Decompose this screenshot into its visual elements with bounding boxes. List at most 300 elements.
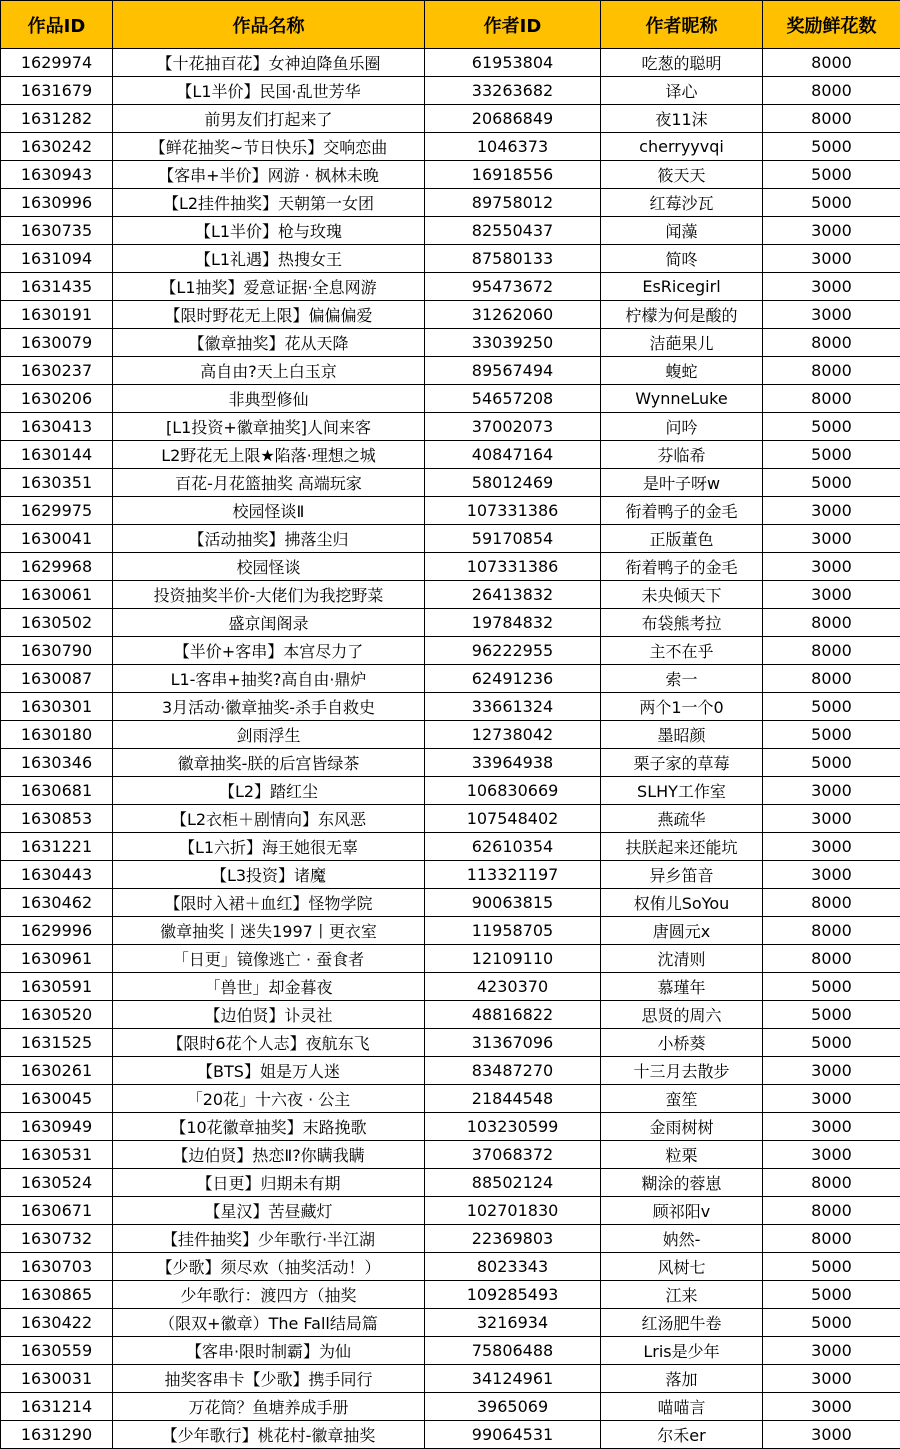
cell-author-id: 62610354 xyxy=(425,833,601,861)
cell-author-nickname: 粒栗 xyxy=(601,1141,763,1169)
table-row xyxy=(1,245,900,273)
cell-work-title: 【L2】踏红尘 xyxy=(113,777,425,805)
cell-work-title: 【星汉】苦昼藏灯 xyxy=(113,1197,425,1225)
cell-work-title: 3月活动·徽章抽奖-杀手自救史 xyxy=(113,693,425,721)
cell-author-id: 82550437 xyxy=(425,217,601,245)
table-row xyxy=(1,525,900,553)
cell-work-id: 1630061 xyxy=(1,581,113,609)
cell-author-nickname: 慕瑾年 xyxy=(601,973,763,1001)
cell-work-id: 1630520 xyxy=(1,1001,113,1029)
cell-author-nickname: 异乡笛音 xyxy=(601,861,763,889)
cell-flower-reward: 8000 xyxy=(763,357,900,385)
cell-work-id: 1631214 xyxy=(1,1393,113,1421)
cell-flower-reward: 3000 xyxy=(763,581,900,609)
cell-flower-reward: 5000 xyxy=(763,749,900,777)
cell-work-title: [L1投资+徽章抽奖]人间来客 xyxy=(113,413,425,441)
cell-work-title: 抽奖客串卡【少歌】携手同行 xyxy=(113,1365,425,1393)
cell-flower-reward: 5000 xyxy=(763,1029,900,1057)
cell-author-id: 109285493 xyxy=(425,1281,601,1309)
cell-work-title: 高自由?天上白玉京 xyxy=(113,357,425,385)
cell-work-title: 【BTS】姐是万人迷 xyxy=(113,1057,425,1085)
cell-work-id: 1630735 xyxy=(1,217,113,245)
cell-flower-reward: 3000 xyxy=(763,273,900,301)
cell-work-title: 百花-月花篮抽奖 高端玩家 xyxy=(113,469,425,497)
cell-work-id: 1631679 xyxy=(1,77,113,105)
cell-author-id: 31367096 xyxy=(425,1029,601,1057)
cell-work-title: 【10花徽章抽奖】末路挽歌 xyxy=(113,1113,425,1141)
cell-work-id: 1630681 xyxy=(1,777,113,805)
cell-work-id: 1630732 xyxy=(1,1225,113,1253)
cell-author-nickname: 思贤的周六 xyxy=(601,1001,763,1029)
cell-work-id: 1630591 xyxy=(1,973,113,1001)
cell-author-id: 87580133 xyxy=(425,245,601,273)
cell-author-nickname: 主不在乎 xyxy=(601,637,763,665)
cell-work-id: 1631525 xyxy=(1,1029,113,1057)
cell-work-title: （限双+徽章）The Fall结局篇 xyxy=(113,1309,425,1337)
cell-work-id: 1630237 xyxy=(1,357,113,385)
table-row xyxy=(1,1197,900,1225)
cell-flower-reward: 5000 xyxy=(763,1001,900,1029)
cell-work-title: 【L2衣柜＋剧情向】东风恶 xyxy=(113,805,425,833)
cell-flower-reward: 8000 xyxy=(763,385,900,413)
table-row xyxy=(1,1421,900,1449)
cell-author-nickname: SLHY工作室 xyxy=(601,777,763,805)
cell-work-id: 1629968 xyxy=(1,553,113,581)
cell-author-nickname: 燕疏华 xyxy=(601,805,763,833)
cell-author-nickname: EsRicegirl xyxy=(601,273,763,301)
cell-author-nickname: 顾祁阳v xyxy=(601,1197,763,1225)
cell-work-id: 1630790 xyxy=(1,637,113,665)
table-row xyxy=(1,917,900,945)
cell-flower-reward: 8000 xyxy=(763,637,900,665)
cell-flower-reward: 8000 xyxy=(763,329,900,357)
cell-author-nickname: 蝮蛇 xyxy=(601,357,763,385)
table-row xyxy=(1,609,900,637)
cell-author-id: 59170854 xyxy=(425,525,601,553)
table-row xyxy=(1,1253,900,1281)
cell-flower-reward: 3000 xyxy=(763,1141,900,1169)
table-row xyxy=(1,833,900,861)
cell-author-nickname: 夜11沫 xyxy=(601,105,763,133)
cell-work-title: 「日更」镜像逃亡 · 蚕食者 xyxy=(113,945,425,973)
cell-work-title: 万花筒？鱼塘养成手册 xyxy=(113,1393,425,1421)
cell-author-id: 16918556 xyxy=(425,161,601,189)
header-author-nickname: 作者昵称 xyxy=(601,1,763,49)
cell-work-id: 1630346 xyxy=(1,749,113,777)
cell-work-title: 少年歌行：渡四方（抽奖 xyxy=(113,1281,425,1309)
cell-work-id: 1630996 xyxy=(1,189,113,217)
cell-work-title: 【L1半价】民国·乱世芳华 xyxy=(113,77,425,105)
cell-work-id: 1631435 xyxy=(1,273,113,301)
cell-work-title: 【边伯贤】讣灵社 xyxy=(113,1001,425,1029)
cell-author-id: 107548402 xyxy=(425,805,601,833)
cell-work-id: 1630041 xyxy=(1,525,113,553)
cell-flower-reward: 3000 xyxy=(763,1393,900,1421)
cell-flower-reward: 3000 xyxy=(763,861,900,889)
cell-flower-reward: 5000 xyxy=(763,721,900,749)
table-row xyxy=(1,1085,900,1113)
cell-work-id: 1630144 xyxy=(1,441,113,469)
cell-work-id: 1629975 xyxy=(1,497,113,525)
cell-author-nickname: 墨昭颜 xyxy=(601,721,763,749)
table-row xyxy=(1,721,900,749)
cell-author-id: 90063815 xyxy=(425,889,601,917)
cell-work-title: 【L1半价】枪与玫瑰 xyxy=(113,217,425,245)
cell-flower-reward: 5000 xyxy=(763,469,900,497)
cell-work-title: 【挂件抽奖】少年歌行·半江湖 xyxy=(113,1225,425,1253)
cell-author-nickname: 妠然- xyxy=(601,1225,763,1253)
cell-work-id: 1630865 xyxy=(1,1281,113,1309)
cell-author-id: 89758012 xyxy=(425,189,601,217)
cell-work-title: 校园怪谈 xyxy=(113,553,425,581)
cell-work-id: 1630559 xyxy=(1,1337,113,1365)
cell-author-id: 83487270 xyxy=(425,1057,601,1085)
table-row xyxy=(1,889,900,917)
cell-author-nickname: Lris是少年 xyxy=(601,1337,763,1365)
table-row xyxy=(1,161,900,189)
cell-work-id: 1630531 xyxy=(1,1141,113,1169)
cell-work-title: 【半价+客串】本宫尽力了 xyxy=(113,637,425,665)
cell-flower-reward: 8000 xyxy=(763,105,900,133)
cell-work-id: 1630079 xyxy=(1,329,113,357)
table-row xyxy=(1,693,900,721)
cell-author-id: 96222955 xyxy=(425,637,601,665)
cell-work-title: 「兽世」却金暮夜 xyxy=(113,973,425,1001)
table-row xyxy=(1,105,900,133)
cell-author-id: 106830669 xyxy=(425,777,601,805)
cell-author-nickname: 喵喵言 xyxy=(601,1393,763,1421)
cell-author-id: 62491236 xyxy=(425,665,601,693)
cell-author-id: 37002073 xyxy=(425,413,601,441)
cell-author-id: 89567494 xyxy=(425,357,601,385)
table-row xyxy=(1,301,900,329)
cell-author-nickname: cherryyvqi xyxy=(601,133,763,161)
cell-author-id: 11958705 xyxy=(425,917,601,945)
cell-work-id: 1630206 xyxy=(1,385,113,413)
cell-author-nickname: 柠檬为何是酸的 xyxy=(601,301,763,329)
cell-work-id: 1630949 xyxy=(1,1113,113,1141)
cell-author-nickname: 索一 xyxy=(601,665,763,693)
cell-author-id: 33039250 xyxy=(425,329,601,357)
cell-work-id: 1630087 xyxy=(1,665,113,693)
table-row xyxy=(1,1113,900,1141)
cell-flower-reward: 3000 xyxy=(763,805,900,833)
cell-flower-reward: 3000 xyxy=(763,1337,900,1365)
cell-author-id: 1046373 xyxy=(425,133,601,161)
cell-flower-reward: 3000 xyxy=(763,525,900,553)
cell-work-id: 1630853 xyxy=(1,805,113,833)
cell-author-id: 22369803 xyxy=(425,1225,601,1253)
cell-author-id: 33661324 xyxy=(425,693,601,721)
cell-work-id: 1631282 xyxy=(1,105,113,133)
cell-flower-reward: 5000 xyxy=(763,413,900,441)
cell-work-title: 徽章抽奖丨迷失1997丨更衣室 xyxy=(113,917,425,945)
cell-author-nickname: 风树七 xyxy=(601,1253,763,1281)
cell-work-id: 1629974 xyxy=(1,49,113,77)
cell-author-id: 75806488 xyxy=(425,1337,601,1365)
cell-work-title: 「20花」十六夜 · 公主 xyxy=(113,1085,425,1113)
cell-author-nickname: 衔着鸭子的金毛 xyxy=(601,497,763,525)
cell-work-id: 1630351 xyxy=(1,469,113,497)
cell-author-id: 33964938 xyxy=(425,749,601,777)
cell-flower-reward: 8000 xyxy=(763,945,900,973)
cell-author-nickname: 尔禾er xyxy=(601,1421,763,1449)
cell-work-id: 1631290 xyxy=(1,1421,113,1449)
header-row xyxy=(1,1,900,49)
cell-work-id: 1630943 xyxy=(1,161,113,189)
table-row xyxy=(1,77,900,105)
cell-work-id: 1629996 xyxy=(1,917,113,945)
cell-flower-reward: 3000 xyxy=(763,553,900,581)
table-row xyxy=(1,777,900,805)
cell-author-nickname: WynneLuke xyxy=(601,385,763,413)
cell-work-title: L1-客串+抽奖?高自由·鼎炉 xyxy=(113,665,425,693)
cell-author-nickname: 洁葩果儿 xyxy=(601,329,763,357)
cell-author-nickname: 吃葱的聪明 xyxy=(601,49,763,77)
table-row xyxy=(1,1309,900,1337)
cell-work-title: L2野花无上限★陷落·理想之城 xyxy=(113,441,425,469)
cell-author-nickname: 十三月去散步 xyxy=(601,1057,763,1085)
cell-author-id: 54657208 xyxy=(425,385,601,413)
cell-author-id: 61953804 xyxy=(425,49,601,77)
cell-author-id: 20686849 xyxy=(425,105,601,133)
cell-author-id: 88502124 xyxy=(425,1169,601,1197)
cell-author-id: 12109110 xyxy=(425,945,601,973)
cell-work-title: 剑雨浮生 xyxy=(113,721,425,749)
cell-work-title: 【日更】归期未有期 xyxy=(113,1169,425,1197)
cell-author-id: 107331386 xyxy=(425,497,601,525)
cell-author-id: 107331386 xyxy=(425,553,601,581)
cell-flower-reward: 3000 xyxy=(763,245,900,273)
table-row xyxy=(1,497,900,525)
cell-work-id: 1630031 xyxy=(1,1365,113,1393)
cell-author-nickname: 是叶子呀w xyxy=(601,469,763,497)
cell-author-nickname: 扶朕起来还能坑 xyxy=(601,833,763,861)
cell-work-id: 1630671 xyxy=(1,1197,113,1225)
table-row xyxy=(1,217,900,245)
cell-author-id: 3965069 xyxy=(425,1393,601,1421)
cell-work-title: 【客串·限时制霸】为仙 xyxy=(113,1337,425,1365)
cell-work-title: 【限时野花无上限】偏偏偏爱 xyxy=(113,301,425,329)
table-row xyxy=(1,1057,900,1085)
cell-flower-reward: 3000 xyxy=(763,833,900,861)
cell-work-title: 【L3投资】诸魔 xyxy=(113,861,425,889)
cell-flower-reward: 5000 xyxy=(763,1309,900,1337)
cell-work-id: 1630422 xyxy=(1,1309,113,1337)
cell-flower-reward: 3000 xyxy=(763,1113,900,1141)
cell-flower-reward: 3000 xyxy=(763,1421,900,1449)
cell-author-id: 3216934 xyxy=(425,1309,601,1337)
table-row xyxy=(1,637,900,665)
cell-flower-reward: 8000 xyxy=(763,1225,900,1253)
cell-flower-reward: 8000 xyxy=(763,1197,900,1225)
cell-work-id: 1630462 xyxy=(1,889,113,917)
table-body xyxy=(1,49,900,1449)
cell-work-id: 1630301 xyxy=(1,693,113,721)
cell-author-nickname: 江来 xyxy=(601,1281,763,1309)
cell-author-nickname: 未央倾天下 xyxy=(601,581,763,609)
table-row xyxy=(1,1001,900,1029)
cell-work-title: 【徽章抽奖】花从天降 xyxy=(113,329,425,357)
table-row xyxy=(1,1141,900,1169)
cell-flower-reward: 8000 xyxy=(763,49,900,77)
cell-author-nickname: 红莓沙瓦 xyxy=(601,189,763,217)
cell-author-nickname: 两个1一个0 xyxy=(601,693,763,721)
cell-flower-reward: 3000 xyxy=(763,1365,900,1393)
cell-author-id: 12738042 xyxy=(425,721,601,749)
cell-author-nickname: 唐圆元x xyxy=(601,917,763,945)
cell-flower-reward: 5000 xyxy=(763,1281,900,1309)
cell-author-id: 102701830 xyxy=(425,1197,601,1225)
cell-work-title: 徽章抽奖-朕的后宫皆绿茶 xyxy=(113,749,425,777)
table-row xyxy=(1,1169,900,1197)
cell-flower-reward: 5000 xyxy=(763,441,900,469)
cell-flower-reward: 5000 xyxy=(763,973,900,1001)
cell-flower-reward: 5000 xyxy=(763,1253,900,1281)
cell-author-nickname: 栗子家的草莓 xyxy=(601,749,763,777)
header-work-id: 作品ID xyxy=(1,1,113,49)
cell-author-id: 48816822 xyxy=(425,1001,601,1029)
cell-author-id: 34124961 xyxy=(425,1365,601,1393)
table-row xyxy=(1,1225,900,1253)
cell-author-nickname: 衔着鸭子的金毛 xyxy=(601,553,763,581)
cell-work-id: 1630413 xyxy=(1,413,113,441)
cell-flower-reward: 8000 xyxy=(763,665,900,693)
cell-work-title: 盛京闺阁录 xyxy=(113,609,425,637)
cell-author-id: 99064531 xyxy=(425,1421,601,1449)
cell-work-title: 【少歌】须尽欢（抽奖活动！） xyxy=(113,1253,425,1281)
cell-work-id: 1630242 xyxy=(1,133,113,161)
cell-author-nickname: 布袋熊考拉 xyxy=(601,609,763,637)
cell-author-nickname: 红汤肥牛卷 xyxy=(601,1309,763,1337)
table-row xyxy=(1,441,900,469)
cell-author-nickname: 蛮笙 xyxy=(601,1085,763,1113)
table-row xyxy=(1,385,900,413)
table-header xyxy=(1,1,900,49)
cell-work-title: 校园怪谈Ⅱ xyxy=(113,497,425,525)
cell-work-title: 【客串+半价】网游 · 枫林未晚 xyxy=(113,161,425,189)
cell-work-title: 【鲜花抽奖~节日快乐】交响恋曲 xyxy=(113,133,425,161)
cell-flower-reward: 3000 xyxy=(763,301,900,329)
table-row xyxy=(1,189,900,217)
cell-work-id: 1630703 xyxy=(1,1253,113,1281)
table-row xyxy=(1,665,900,693)
cell-flower-reward: 3000 xyxy=(763,777,900,805)
cell-work-title: 【十花抽百花】女神迫降鱼乐圈 xyxy=(113,49,425,77)
cell-work-id: 1630961 xyxy=(1,945,113,973)
cell-author-nickname: 简咚 xyxy=(601,245,763,273)
table-row xyxy=(1,49,900,77)
table-row xyxy=(1,553,900,581)
table-row xyxy=(1,357,900,385)
cell-work-title: 非典型修仙 xyxy=(113,385,425,413)
table-row xyxy=(1,469,900,497)
cell-work-id: 1631221 xyxy=(1,833,113,861)
cell-work-title: 【少年歌行】桃花村-徽章抽奖 xyxy=(113,1421,425,1449)
table-row xyxy=(1,581,900,609)
cell-work-title: 【L1礼遇】热搜女王 xyxy=(113,245,425,273)
header-flower-reward: 奖励鲜花数 xyxy=(763,1,900,49)
cell-author-id: 19784832 xyxy=(425,609,601,637)
cell-flower-reward: 3000 xyxy=(763,1057,900,1085)
table-row xyxy=(1,749,900,777)
table-row xyxy=(1,133,900,161)
table-row xyxy=(1,945,900,973)
cell-author-nickname: 小桥葵 xyxy=(601,1029,763,1057)
cell-work-id: 1630180 xyxy=(1,721,113,749)
cell-author-id: 103230599 xyxy=(425,1113,601,1141)
cell-flower-reward: 3000 xyxy=(763,217,900,245)
cell-work-id: 1630502 xyxy=(1,609,113,637)
cell-flower-reward: 3000 xyxy=(763,1085,900,1113)
table-row xyxy=(1,973,900,1001)
cell-author-id: 8023343 xyxy=(425,1253,601,1281)
cell-flower-reward: 3000 xyxy=(763,497,900,525)
cell-work-id: 1630443 xyxy=(1,861,113,889)
cell-work-title: 【L2挂件抽奖】天朝第一女团 xyxy=(113,189,425,217)
cell-work-title: 【L1六折】海王她很无辜 xyxy=(113,833,425,861)
cell-author-nickname: 译心 xyxy=(601,77,763,105)
cell-author-id: 31262060 xyxy=(425,301,601,329)
cell-author-id: 40847164 xyxy=(425,441,601,469)
cell-flower-reward: 8000 xyxy=(763,77,900,105)
cell-flower-reward: 8000 xyxy=(763,889,900,917)
header-author-id: 作者ID xyxy=(425,1,601,49)
cell-work-title: 前男友们打起来了 xyxy=(113,105,425,133)
table-row xyxy=(1,1365,900,1393)
cell-author-id: 21844548 xyxy=(425,1085,601,1113)
cell-author-nickname: 正版董色 xyxy=(601,525,763,553)
header-work-title: 作品名称 xyxy=(113,1,425,49)
cell-work-title: 【限时入裙＋血红】怪物学院 xyxy=(113,889,425,917)
cell-author-id: 58012469 xyxy=(425,469,601,497)
cell-flower-reward: 5000 xyxy=(763,189,900,217)
table-row xyxy=(1,1337,900,1365)
cell-author-nickname: 糊涂的蓉崽 xyxy=(601,1169,763,1197)
table-row xyxy=(1,273,900,301)
cell-flower-reward: 5000 xyxy=(763,133,900,161)
cell-flower-reward: 5000 xyxy=(763,693,900,721)
cell-author-id: 113321197 xyxy=(425,861,601,889)
cell-work-id: 1631094 xyxy=(1,245,113,273)
cell-flower-reward: 8000 xyxy=(763,609,900,637)
cell-flower-reward: 8000 xyxy=(763,1169,900,1197)
cell-author-nickname: 权侑儿SoYou xyxy=(601,889,763,917)
cell-work-title: 【限时6花个人志】夜航东飞 xyxy=(113,1029,425,1057)
cell-author-id: 26413832 xyxy=(425,581,601,609)
cell-flower-reward: 5000 xyxy=(763,161,900,189)
cell-work-title: 【L1抽奖】爱意证据·全息网游 xyxy=(113,273,425,301)
cell-author-id: 37068372 xyxy=(425,1141,601,1169)
cell-flower-reward: 8000 xyxy=(763,917,900,945)
table-row xyxy=(1,1029,900,1057)
cell-author-id: 4230370 xyxy=(425,973,601,1001)
cell-author-nickname: 闻藻 xyxy=(601,217,763,245)
table-row xyxy=(1,413,900,441)
cell-author-id: 95473672 xyxy=(425,273,601,301)
cell-author-id: 33263682 xyxy=(425,77,601,105)
table-row xyxy=(1,861,900,889)
cell-author-nickname: 筱天天 xyxy=(601,161,763,189)
table-row xyxy=(1,329,900,357)
cell-work-id: 1630191 xyxy=(1,301,113,329)
cell-author-nickname: 金雨树树 xyxy=(601,1113,763,1141)
cell-work-id: 1630524 xyxy=(1,1169,113,1197)
table-row xyxy=(1,805,900,833)
cell-work-id: 1630045 xyxy=(1,1085,113,1113)
cell-work-title: 【边伯贤】热恋Ⅱ?你瞒我瞒 xyxy=(113,1141,425,1169)
cell-author-nickname: 落加 xyxy=(601,1365,763,1393)
